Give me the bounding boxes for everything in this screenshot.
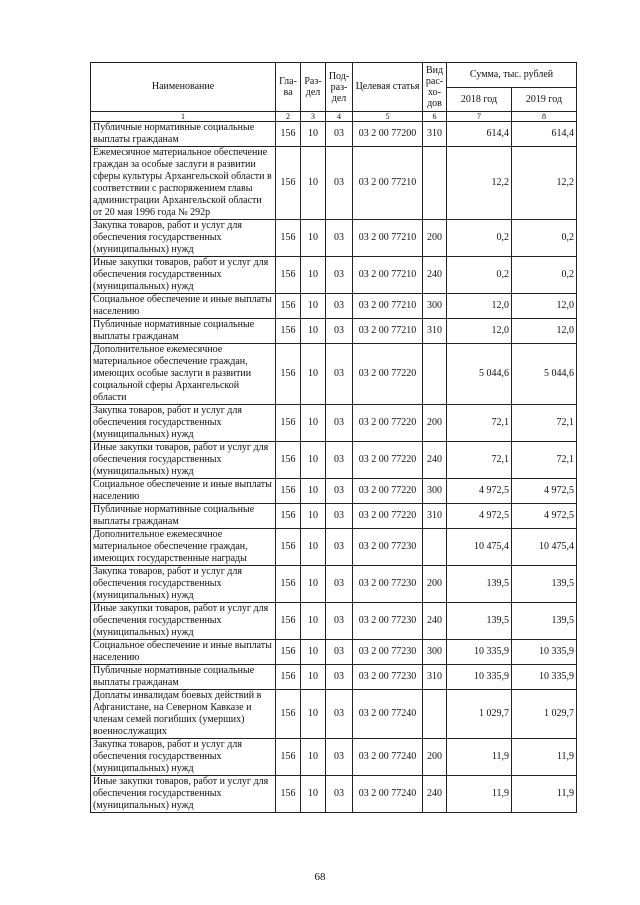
column-number: 4: [326, 112, 353, 122]
row-amount-2019: 11,9: [512, 739, 577, 776]
row-subsection: 03: [326, 344, 353, 405]
row-amount-2019: 5 044,6: [512, 344, 577, 405]
table-row: [91, 294, 577, 319]
row-amount-2018: 4 972,5: [447, 479, 512, 504]
table-row: [91, 739, 577, 776]
row-amount-2018: 10 335,9: [447, 640, 512, 665]
row-section: 10: [301, 665, 326, 690]
column-number: 3: [301, 112, 326, 122]
row-expense-type: 200: [423, 405, 447, 442]
header-amount: Сумма, тыс. рублей: [447, 63, 577, 88]
row-expense-type: 310: [423, 504, 447, 529]
column-number: 5: [353, 112, 423, 122]
row-expense-type: 310: [423, 665, 447, 690]
row-name: Закупка товаров, работ и услуг для обеспечения государственных (муниципальных) нужд: [91, 739, 276, 776]
row-name: Доплаты инвалидам боевых действий в Афганистане, на Северном Кавказе и членам семей погибших (умерших) военнослужащих: [91, 690, 276, 739]
row-name: Социальное обеспечение и иные выплаты населению: [91, 294, 276, 319]
column-number: 8: [512, 112, 577, 122]
row-chapter: 156: [276, 319, 301, 344]
row-chapter: 156: [276, 220, 301, 257]
row-section: 10: [301, 504, 326, 529]
row-target: 03 2 00 77220: [353, 504, 423, 529]
row-section: 10: [301, 566, 326, 603]
row-amount-2018: 12,0: [447, 319, 512, 344]
row-amount-2019: 4 972,5: [512, 504, 577, 529]
row-amount-2018: 0,2: [447, 257, 512, 294]
row-target: 03 2 00 77210: [353, 319, 423, 344]
row-name: Социальное обеспечение и иные выплаты населению: [91, 640, 276, 665]
column-number: 1: [91, 112, 276, 122]
row-section: 10: [301, 739, 326, 776]
table-row: [91, 504, 577, 529]
row-section: 10: [301, 344, 326, 405]
row-subsection: 03: [326, 504, 353, 529]
row-expense-type: 200: [423, 566, 447, 603]
row-target: 03 2 00 77220: [353, 344, 423, 405]
header-target: Целевая статья: [353, 63, 423, 112]
row-name: Иные закупки товаров, работ и услуг для обеспечения государственных (муниципальных) нужд: [91, 776, 276, 813]
column-number-row: [91, 112, 577, 122]
row-chapter: 156: [276, 147, 301, 220]
row-chapter: 156: [276, 776, 301, 813]
header-year-2019: 2019 год: [512, 88, 577, 112]
budget-table: [90, 62, 577, 813]
row-amount-2018: 11,9: [447, 776, 512, 813]
row-amount-2018: 10 475,4: [447, 529, 512, 566]
row-name: Закупка товаров, работ и услуг для обеспечения государственных (муниципальных) нужд: [91, 405, 276, 442]
table-row: [91, 665, 577, 690]
row-amount-2019: 72,1: [512, 442, 577, 479]
row-chapter: 156: [276, 257, 301, 294]
row-amount-2019: 10 335,9: [512, 665, 577, 690]
row-name: Закупка товаров, работ и услуг для обеспечения государственных (муниципальных) нужд: [91, 220, 276, 257]
row-amount-2018: 72,1: [447, 405, 512, 442]
row-name: Дополнительное ежемесячное материальное обеспечение граждан, имеющих особые заслуги в развитии социальной сферы Архангельской области: [91, 344, 276, 405]
row-section: 10: [301, 122, 326, 147]
row-expense-type: [423, 344, 447, 405]
row-chapter: 156: [276, 739, 301, 776]
row-target: 03 2 00 77210: [353, 220, 423, 257]
row-name: Публичные нормативные социальные выплаты гражданам: [91, 319, 276, 344]
row-amount-2019: 139,5: [512, 603, 577, 640]
row-subsection: 03: [326, 479, 353, 504]
row-target: 03 2 00 77220: [353, 405, 423, 442]
table-row: [91, 442, 577, 479]
row-amount-2018: 5 044,6: [447, 344, 512, 405]
row-chapter: 156: [276, 529, 301, 566]
row-amount-2019: 12,0: [512, 319, 577, 344]
row-amount-2018: 0,2: [447, 220, 512, 257]
table-row: [91, 220, 577, 257]
row-name: Иные закупки товаров, работ и услуг для обеспечения государственных (муниципальных) нужд: [91, 257, 276, 294]
row-chapter: 156: [276, 122, 301, 147]
table-row: [91, 122, 577, 147]
row-section: 10: [301, 690, 326, 739]
row-amount-2018: 12,0: [447, 294, 512, 319]
row-expense-type: 240: [423, 603, 447, 640]
row-subsection: 03: [326, 220, 353, 257]
row-section: 10: [301, 442, 326, 479]
row-target: 03 2 00 77210: [353, 294, 423, 319]
row-name: Социальное обеспечение и иные выплаты населению: [91, 479, 276, 504]
row-subsection: 03: [326, 319, 353, 344]
row-target: 03 2 00 77200: [353, 122, 423, 147]
row-target: 03 2 00 77220: [353, 479, 423, 504]
table-row: [91, 344, 577, 405]
row-chapter: 156: [276, 442, 301, 479]
row-subsection: 03: [326, 690, 353, 739]
row-chapter: 156: [276, 294, 301, 319]
row-expense-type: [423, 529, 447, 566]
row-expense-type: 240: [423, 442, 447, 479]
row-target: 03 2 00 77230: [353, 529, 423, 566]
table-row: [91, 257, 577, 294]
row-section: 10: [301, 529, 326, 566]
row-subsection: 03: [326, 603, 353, 640]
table-row: [91, 776, 577, 813]
row-subsection: 03: [326, 529, 353, 566]
table-row: [91, 640, 577, 665]
header-year-2018: 2018 год: [447, 88, 512, 112]
table-row: [91, 603, 577, 640]
row-expense-type: [423, 147, 447, 220]
row-subsection: 03: [326, 257, 353, 294]
row-section: 10: [301, 220, 326, 257]
row-expense-type: 200: [423, 739, 447, 776]
row-chapter: 156: [276, 690, 301, 739]
row-section: 10: [301, 640, 326, 665]
row-subsection: 03: [326, 776, 353, 813]
row-name: Иные закупки товаров, работ и услуг для обеспечения государственных (муниципальных) нужд: [91, 603, 276, 640]
row-amount-2018: 139,5: [447, 603, 512, 640]
row-subsection: 03: [326, 665, 353, 690]
row-chapter: 156: [276, 640, 301, 665]
row-section: 10: [301, 257, 326, 294]
row-name: Ежемесячное материальное обеспечение граждан за особые заслуги в развитии сферы культуры Архангельской области в соответствии с распоряжением главы администрации Архангельской области от 20 мая 1996 года № 292р: [91, 147, 276, 220]
row-section: 10: [301, 294, 326, 319]
row-section: 10: [301, 405, 326, 442]
row-name: Публичные нормативные социальные выплаты гражданам: [91, 665, 276, 690]
row-name: Публичные нормативные социальные выплаты гражданам: [91, 122, 276, 147]
row-amount-2018: 4 972,5: [447, 504, 512, 529]
row-section: 10: [301, 147, 326, 220]
row-subsection: 03: [326, 566, 353, 603]
table-header: [91, 63, 577, 122]
row-subsection: 03: [326, 640, 353, 665]
row-amount-2018: 10 335,9: [447, 665, 512, 690]
row-expense-type: 300: [423, 640, 447, 665]
header-subsection: Под-раз-дел: [326, 63, 353, 112]
row-expense-type: 310: [423, 122, 447, 147]
row-target: 03 2 00 77230: [353, 566, 423, 603]
row-chapter: 156: [276, 603, 301, 640]
table-row: [91, 529, 577, 566]
row-amount-2019: 10 335,9: [512, 640, 577, 665]
table-row: [91, 566, 577, 603]
row-amount-2019: 12,2: [512, 147, 577, 220]
header-expense-type: Вид рас-хо-дов: [423, 63, 447, 112]
header-chapter: Гла-ва: [276, 63, 301, 112]
column-number: 6: [423, 112, 447, 122]
table-row: [91, 319, 577, 344]
row-target: 03 2 00 77240: [353, 739, 423, 776]
row-chapter: 156: [276, 479, 301, 504]
row-name: Закупка товаров, работ и услуг для обеспечения государственных (муниципальных) нужд: [91, 566, 276, 603]
row-amount-2019: 139,5: [512, 566, 577, 603]
row-target: 03 2 00 77220: [353, 442, 423, 479]
table-row: [91, 690, 577, 739]
row-expense-type: 310: [423, 319, 447, 344]
row-expense-type: 300: [423, 294, 447, 319]
table-body: [91, 122, 577, 813]
row-target: 03 2 00 77210: [353, 147, 423, 220]
row-amount-2019: 1 029,7: [512, 690, 577, 739]
row-subsection: 03: [326, 405, 353, 442]
row-name: Дополнительное ежемесячное материальное обеспечение граждан, имеющих государственные награды: [91, 529, 276, 566]
header-section: Раз-дел: [301, 63, 326, 112]
row-name: Иные закупки товаров, работ и услуг для обеспечения государственных (муниципальных) нужд: [91, 442, 276, 479]
row-chapter: 156: [276, 405, 301, 442]
row-subsection: 03: [326, 739, 353, 776]
row-amount-2019: 72,1: [512, 405, 577, 442]
row-chapter: 156: [276, 566, 301, 603]
row-expense-type: 240: [423, 257, 447, 294]
row-target: 03 2 00 77210: [353, 257, 423, 294]
row-expense-type: [423, 690, 447, 739]
row-target: 03 2 00 77230: [353, 603, 423, 640]
column-number: 2: [276, 112, 301, 122]
row-amount-2019: 4 972,5: [512, 479, 577, 504]
row-amount-2018: 1 029,7: [447, 690, 512, 739]
row-target: 03 2 00 77230: [353, 640, 423, 665]
row-amount-2019: 10 475,4: [512, 529, 577, 566]
row-target: 03 2 00 77230: [353, 665, 423, 690]
row-target: 03 2 00 77240: [353, 776, 423, 813]
row-amount-2018: 12,2: [447, 147, 512, 220]
row-chapter: 156: [276, 344, 301, 405]
column-number: 7: [447, 112, 512, 122]
row-amount-2018: 72,1: [447, 442, 512, 479]
row-amount-2018: 11,9: [447, 739, 512, 776]
row-amount-2019: 0,2: [512, 220, 577, 257]
row-target: 03 2 00 77240: [353, 690, 423, 739]
row-name: Публичные нормативные социальные выплаты гражданам: [91, 504, 276, 529]
row-expense-type: 240: [423, 776, 447, 813]
table-row: [91, 147, 577, 220]
row-amount-2018: 614,4: [447, 122, 512, 147]
page-number: 68: [314, 871, 326, 883]
row-chapter: 156: [276, 665, 301, 690]
row-amount-2019: 12,0: [512, 294, 577, 319]
row-section: 10: [301, 603, 326, 640]
header-name: Наименование: [91, 63, 276, 112]
row-chapter: 156: [276, 504, 301, 529]
row-expense-type: 200: [423, 220, 447, 257]
row-subsection: 03: [326, 147, 353, 220]
table-row: [91, 479, 577, 504]
row-section: 10: [301, 479, 326, 504]
row-amount-2019: 0,2: [512, 257, 577, 294]
row-amount-2018: 139,5: [447, 566, 512, 603]
row-subsection: 03: [326, 122, 353, 147]
table-row: [91, 405, 577, 442]
row-expense-type: 300: [423, 479, 447, 504]
row-section: 10: [301, 319, 326, 344]
row-amount-2019: 614,4: [512, 122, 577, 147]
row-subsection: 03: [326, 442, 353, 479]
row-subsection: 03: [326, 294, 353, 319]
row-section: 10: [301, 776, 326, 813]
row-amount-2019: 11,9: [512, 776, 577, 813]
